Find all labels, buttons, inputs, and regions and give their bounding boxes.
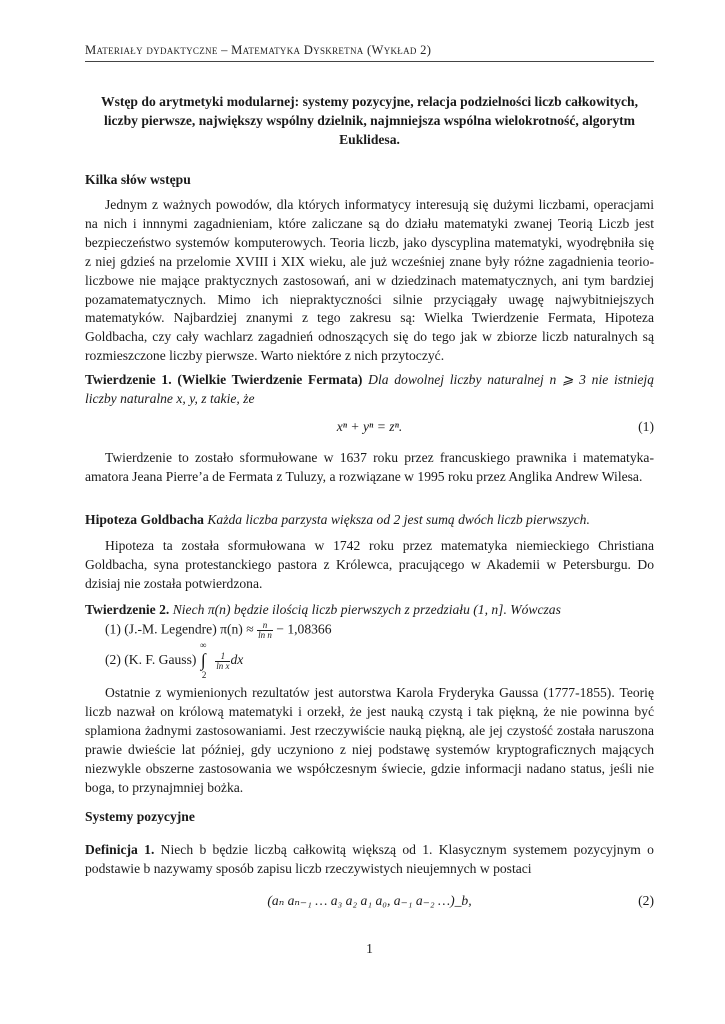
gauss-paragraph: Ostatnie z wymienionych rezultatów jest autorstwa Karola Fryderyka Gaussa (1777-1855). Teorię liczb nazwał on królową matematyki i orzekł, że jest nauką czystą i tak piękną, że nie powinna być splamiona żadnymi zastosowaniami. Jest rzeczywiście nauką piękną, ale jej czystość została naruszona prawie dwieście lat później, gdy uczyniono z niej podstawę systemów kryptograficznych mających niezwykle obszerne zastosowania we współczesnym świecie, gdzie informacji nadano status, jeśli nie boga, to przynajmniej bożka. [85, 685, 654, 795]
definition-1-label: Definicja 1. [85, 842, 155, 857]
gauss-fraction-numerator: 1 [215, 652, 230, 662]
goldbach-statement: Każda liczba parzysta większa od 2 jest sumą dwóch liczb pierwszych. [207, 512, 590, 527]
equation-1 [85, 419, 654, 437]
integral-lower-limit: 2 [201, 670, 207, 680]
equation-1-body: xⁿ + yⁿ = zⁿ. [336, 419, 403, 434]
theorem-2-statement: Niech π(n) będzie ilością liczb pierwszych z przedziału (1, n]. Wówczas [172, 602, 561, 617]
gauss-differential: dx [230, 652, 244, 668]
equation-2 [85, 893, 654, 911]
page-number: 1 [366, 941, 373, 956]
legendre-suffix: − 1,08366 [276, 621, 332, 637]
theorem-1-statement: Dla dowolnej liczby naturalnej n ⩾ 3 nie istnieją liczby naturalne x, y, z takie, że [85, 372, 654, 406]
goldbach-paragraph: Hipoteza ta została sformułowana w 1742 roku przez matematyka niemieckiego Christiana Goldbacha, syna protestanckiego pastora z Królewca, pracującego w Akademii w Petersburgu. Do dzisiaj nie została potwierdzona. [85, 538, 654, 591]
theorem-2 [85, 601, 654, 620]
gauss-fraction-denominator: ln x [216, 660, 230, 671]
theorem-2-label: Twierdzenie 2. [85, 602, 170, 617]
goldbach-label: Hipoteza Goldbacha [85, 512, 204, 527]
equation-2-body: (aₙ aₙ₋₁ … a₃ a₂ a₁ a₀, a₋₁ a₋₂ …)_b, [267, 893, 472, 908]
gauss-prefix: (2) (K. F. Gauss) [105, 652, 197, 668]
running-header: Materiały dydaktyczne – Matematyka Dyskretna (Wykład 2) [85, 43, 432, 57]
legendre-fraction-denominator: ln n [258, 630, 272, 640]
theorem-1 [85, 371, 654, 409]
intro-paragraph: Jednym z ważnych powodów, dla których informatycy interesują się dużymi liczbami, operacjami na nich i innnymi zagadnieniam, które zaliczane są do działu matematyki zwanej Teorią Liczb jest bezpieczeństwo systemów komputerowych. Teoria liczb, jako dyscyplina matematyki, wyodrębniła się z niej gdzieś na przelomie XVIII i XIX wieku, ale już wcześniej znane były różne zagadnienia teorio-liczbowe nie mające praktycznych zastosowań, ani w dziedzinach matematycznych, ani tym bardziej pozamatematycznych. Mimo ich niepraktyczności silnie przyciągały uwagę najwybitniejszych matematyków. Najbardziej znanymi z tego zakresu są: Wielka Twierdzenie Fermata, Hipoteza Goldbacha, czy cały wachlarz zagadnień odnoszących się do tego jak w zbiorze liczb naturalnych są rozmieszczone liczby pierwsze. Warto niektóre z nich przytoczyć. [85, 197, 654, 364]
theorem-1-label: Twierdzenie 1. (Wielkie Twierdzenie Fermata) [85, 372, 363, 387]
integral-sign [199, 640, 212, 680]
section-heading-positional: Systemy pozycyjne [85, 809, 195, 824]
equation-1-number: (1) [638, 419, 654, 434]
goldbach-conjecture [85, 511, 654, 530]
integral-upper-limit: ∞ [199, 640, 207, 650]
legendre-fraction-numerator: n [257, 621, 273, 631]
fermat-paragraph: Twierdzenie to zostało sformułowane w 1637 roku przez francuskiego prawnika i matematyka-amatora Jeana Pierre’a de Fermata z Tuluzy, a rozwiązane w 1995 roku przez Anglika Andrew Wilesa. [85, 450, 654, 484]
legendre-fraction [257, 621, 273, 640]
integral-symbol: ∫ [200, 650, 206, 670]
header-rule [85, 61, 654, 62]
definition-1 [85, 841, 654, 879]
lecture-title: Wstęp do arytmetyki modularnej: systemy pozycyjne, relacja podzielności liczb całkowitych, liczby pierwsze, największy wspólny dzielnik, najmniejsza wspólna wielokrotność, algorytm Euklidesa. [100, 94, 638, 147]
theorem-2-item-gauss [105, 640, 244, 680]
equation-2-number: (2) [638, 893, 654, 908]
legendre-prefix: (1) (J.-M. Legendre) π(n) ≈ [105, 621, 254, 637]
theorem-2-item-legendre [105, 621, 332, 640]
section-heading-intro: Kilka słów wstępu [85, 172, 191, 187]
gauss-fraction [215, 652, 230, 671]
definition-1-text: Niech b będzie liczbą całkowitą większą od 1. Klasycznym systemem pozycyjnym o podstawie b nazywamy sposób zapisu liczb rzeczywistych nieujemnych w postaci [85, 842, 654, 876]
